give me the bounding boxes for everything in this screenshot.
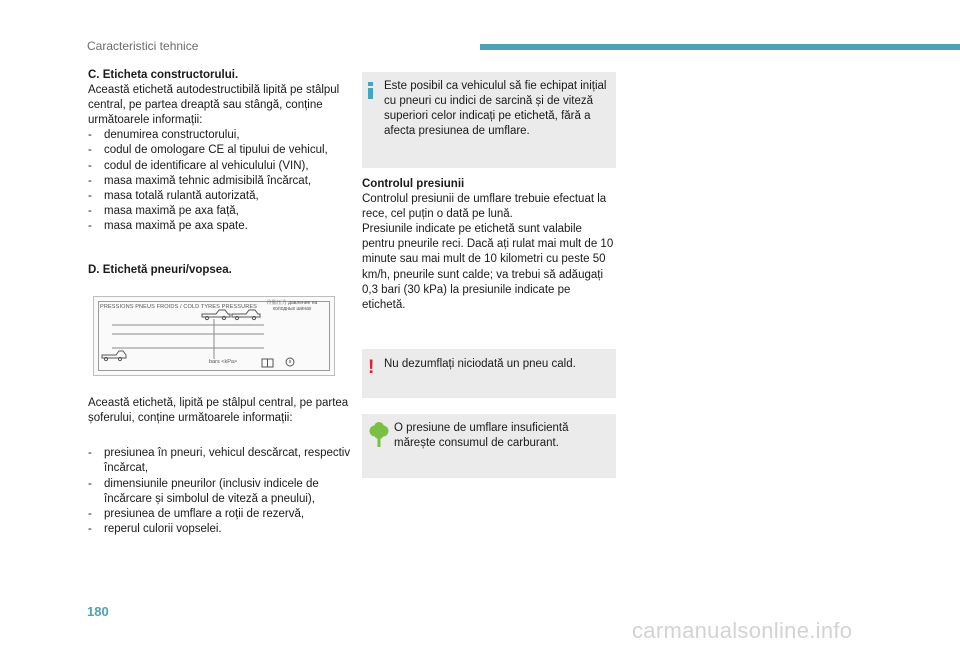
section-c-title: C. Eticheta constructorului. [88, 69, 239, 81]
eco-box-text: O presiune de umflare insuficientă mărește consumul de carburant. [394, 421, 569, 449]
section-d-intro: Această etichetă, lipită pe stâlpul central, pe partea șoferului, conține următoarele informații: [88, 397, 349, 425]
label-table-lines [112, 319, 264, 359]
info-icon [368, 82, 373, 99]
list-item: - denumirea constructorului, [88, 128, 353, 143]
info-box-text: Este posibil ca vehiculul să fie echipat inițial cu pneuri cu indici de sarcină și de viteză superiori celor indicați pe etichetă, fără a afecta presiunea de umflare. [384, 80, 607, 138]
list-item: - masa totală rulantă autorizată, [88, 189, 353, 204]
list-item: - masa maximă tehnic admisibilă încărcat, [88, 174, 353, 189]
list-item: - reperul culorii vopselei. [88, 522, 353, 537]
header-accent-bar [480, 44, 960, 50]
spare-wheel-icon [102, 351, 126, 361]
page-header-title: Caracteristici tehnice [87, 39, 199, 53]
list-item: - presiunea de umflare a roții de rezervă, [88, 507, 353, 522]
section-c-list [88, 128, 353, 234]
warning-box-text: Nu dezumflați niciodată un pneu cald. [384, 357, 576, 370]
tree-icon [369, 422, 389, 448]
pressure-control-section [362, 177, 616, 313]
list-item: - dimensiunile pneurilor (inclusiv indicele de încărcare și simbolul de viteză a pneului), [88, 477, 353, 507]
watermark: carmanualsonline.info [632, 618, 853, 643]
car-icon [202, 310, 230, 320]
left-column [88, 68, 353, 537]
label-cn-text: 冷胎压力 давление на холодных шинах [266, 300, 318, 313]
pressure-control-title: Controlul presiunii [362, 178, 465, 190]
section-c-intro: Această etichetă autodestructibilă lipită pe stâlpul central, pe partea dreaptă sau stângă, conține următoarele informații: [88, 84, 340, 127]
list-item: - masa maximă pe axa față, [88, 204, 353, 219]
pressure-control-paragraph-1: Controlul presiunii de umflare trebuie efectuat la rece, cel puțin o dată pe lună. [362, 193, 607, 221]
tpms-icon [286, 358, 294, 366]
right-column [362, 72, 616, 478]
exclamation-icon: ! [368, 356, 375, 378]
page-number: 180 [87, 604, 109, 619]
list-item: - presiunea în pneuri, vehicul descărcat, respectiv încărcat, [88, 446, 353, 476]
label-header: PRESSIONS PNEUS FROIDS / COLD TYRES PRESSURES [100, 304, 258, 311]
list-item: - codul de omologare CE al tipului de vehicul, [88, 143, 353, 158]
list-item: - codul de identificare al vehiculului (VIN), [88, 159, 353, 174]
info-box [362, 72, 616, 168]
section-d-title: D. Etichetă pneuri/vopsea. [88, 264, 232, 277]
list-item: - masa maximă pe axa spate. [88, 219, 353, 234]
warning-box [362, 349, 616, 398]
tyre-pressure-label-image [93, 296, 335, 376]
section-c [88, 68, 353, 234]
eco-box [362, 414, 616, 478]
pressure-control-paragraph-2: Presiunile indicate pe etichetă sunt valabile pentru pneurile reci. Dacă ați rulat mai mult de 10 minute sau mai mult de 10 kilometri cu peste 50 km/h, pneurile sunt calde; va trebui să adăugați 0,3 bari (30 kPa) la presiunile indicate pe etichetă. [362, 223, 614, 311]
book-icon [262, 359, 273, 367]
section-d-list [88, 446, 353, 537]
label-units: bars <kPa> [209, 359, 238, 366]
car-loaded-icon [232, 310, 260, 320]
